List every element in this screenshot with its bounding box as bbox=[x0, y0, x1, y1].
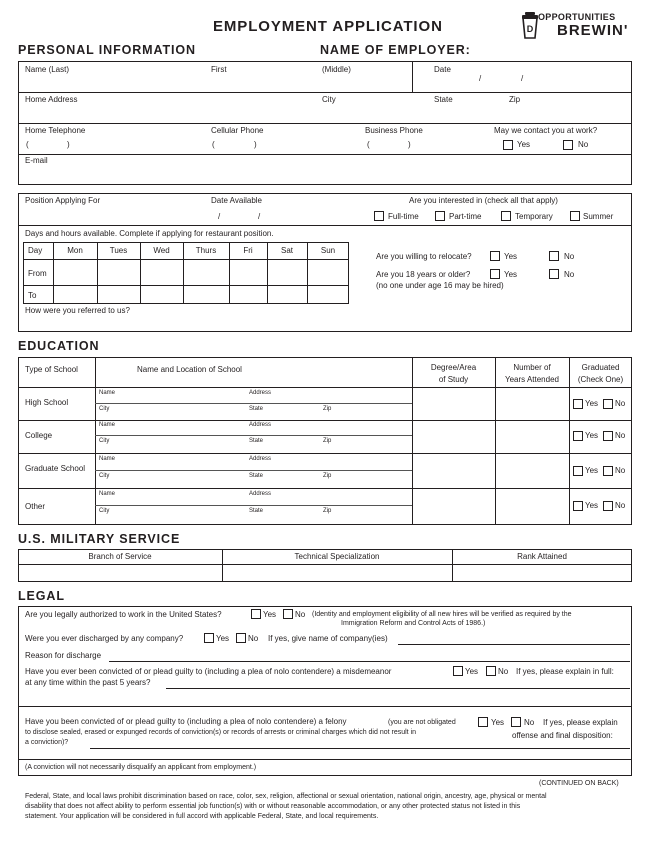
school-college: College bbox=[25, 431, 53, 440]
date-slash: / bbox=[521, 74, 524, 83]
divider bbox=[18, 488, 632, 489]
area-code-close: ) bbox=[408, 140, 411, 149]
sub-zip: Zip bbox=[323, 508, 332, 514]
date-slash: / bbox=[218, 212, 221, 221]
svg-text:D: D bbox=[526, 24, 534, 34]
sub-address: Address bbox=[249, 491, 272, 497]
part-time-checkbox[interactable] bbox=[435, 211, 445, 221]
relocate-yes-checkbox[interactable] bbox=[490, 251, 500, 261]
col-graduated: (Check One) bbox=[577, 375, 624, 384]
date-label: Date bbox=[434, 65, 451, 74]
sub-city: City bbox=[99, 473, 110, 479]
sub-city: City bbox=[99, 438, 110, 444]
no-label: No bbox=[615, 431, 626, 440]
divider bbox=[18, 759, 632, 760]
state-label: State bbox=[434, 95, 453, 104]
q1-no-checkbox[interactable] bbox=[283, 609, 293, 619]
employer-heading: NAME OF EMPLOYER: bbox=[320, 43, 471, 57]
yes-label: Yes bbox=[585, 466, 599, 475]
yes-label: Yes bbox=[504, 252, 518, 261]
sub-state: State bbox=[249, 473, 264, 479]
no-label: No bbox=[295, 610, 306, 619]
coffee-cup-icon bbox=[520, 10, 540, 40]
divider bbox=[18, 387, 632, 388]
grid-row-to: To bbox=[28, 291, 37, 300]
summer-label: Summer bbox=[583, 212, 614, 221]
grid-header-mon: Mon bbox=[67, 246, 83, 255]
area-code-open: ( bbox=[212, 140, 215, 149]
summer-checkbox[interactable] bbox=[570, 211, 580, 221]
yes-label: Yes bbox=[517, 140, 531, 149]
divider bbox=[18, 92, 632, 93]
grid-header-sun: Sun bbox=[320, 246, 336, 255]
yes-label: Yes bbox=[216, 634, 230, 643]
grad-no-checkbox[interactable] bbox=[603, 466, 613, 476]
full-time-label: Full-time bbox=[388, 212, 419, 221]
personal-info-heading: PERSONAL INFORMATION bbox=[18, 43, 196, 57]
divider bbox=[95, 470, 412, 471]
divider bbox=[18, 154, 632, 155]
logo-line-2: BREWIN' bbox=[557, 22, 629, 39]
col-degree: of Study bbox=[438, 375, 469, 384]
grad-yes-checkbox[interactable] bbox=[573, 501, 583, 511]
area-code-close: ) bbox=[67, 140, 70, 149]
continued-note: (CONTINUED ON BACK) bbox=[539, 780, 619, 787]
grad-yes-checkbox[interactable] bbox=[573, 466, 583, 476]
business-phone-label: Business Phone bbox=[365, 126, 423, 135]
grid-header-thurs: Thurs bbox=[195, 246, 217, 255]
q2-yes-checkbox[interactable] bbox=[204, 633, 214, 643]
grid-header-fri: Fri bbox=[243, 246, 253, 255]
home-address-label: Home Address bbox=[25, 95, 78, 104]
explain-line[interactable] bbox=[166, 688, 630, 689]
q1-note: Immigration Reform and Control Acts of 1986.) bbox=[341, 620, 486, 627]
col-graduated: Graduated bbox=[581, 363, 620, 372]
divider bbox=[95, 357, 96, 525]
yes-label: Yes bbox=[465, 667, 479, 676]
education-heading: EDUCATION bbox=[18, 339, 100, 353]
no-label: No bbox=[564, 252, 575, 261]
q4-follow: offense and final disposition: bbox=[512, 731, 613, 740]
interested-label: Are you interested in (check all that apply) bbox=[409, 196, 558, 205]
q3-yes-checkbox[interactable] bbox=[453, 666, 463, 676]
divider bbox=[95, 435, 412, 436]
grid-row-from: From bbox=[28, 269, 47, 278]
age-note: (no one under age 16 may be hired) bbox=[376, 281, 504, 290]
age18-label: Are you 18 years or older? bbox=[376, 270, 471, 279]
col-years: Years Attended bbox=[505, 375, 559, 384]
grad-no-checkbox[interactable] bbox=[603, 501, 613, 511]
legal-heading: LEGAL bbox=[18, 589, 65, 603]
position-label: Position Applying For bbox=[25, 196, 101, 205]
q1-yes-checkbox[interactable] bbox=[251, 609, 261, 619]
legal-q3: at any time within the past 5 years? bbox=[25, 678, 151, 687]
grad-no-checkbox[interactable] bbox=[603, 431, 613, 441]
col-rank: Rank Attained bbox=[517, 552, 567, 561]
referred-label: How were you referred to us? bbox=[25, 306, 130, 315]
legal-q2: Were you ever discharged by any company? bbox=[25, 634, 184, 643]
sub-name: Name bbox=[99, 456, 116, 462]
sub-state: State bbox=[249, 508, 264, 514]
yes-label: Yes bbox=[585, 399, 599, 408]
col-branch: Branch of Service bbox=[88, 552, 152, 561]
conviction-note: (A conviction will not necessarily disqualify an applicant from employment.) bbox=[25, 764, 257, 771]
relocate-no-checkbox[interactable] bbox=[549, 251, 559, 261]
military-heading: U.S. MILITARY SERVICE bbox=[18, 532, 181, 546]
col-years: Number of bbox=[513, 363, 551, 372]
grad-yes-checkbox[interactable] bbox=[573, 399, 583, 409]
cell-phone-label: Cellular Phone bbox=[211, 126, 264, 135]
grid-header-tues: Tues bbox=[109, 246, 128, 255]
logo-line-1: OPPORTUNITIES bbox=[538, 12, 616, 22]
sub-name: Name bbox=[99, 491, 116, 497]
contact-at-work-label: May we contact you at work? bbox=[494, 126, 598, 135]
sub-state: State bbox=[249, 438, 264, 444]
zip-label: Zip bbox=[509, 95, 521, 104]
divider bbox=[18, 453, 632, 454]
first-name-label: First bbox=[211, 65, 227, 74]
q2-follow: If yes, give name of company(ies) bbox=[268, 634, 388, 643]
area-code-close: ) bbox=[254, 140, 257, 149]
city-label: City bbox=[322, 95, 336, 104]
form-title: EMPLOYMENT APPLICATION bbox=[213, 18, 443, 35]
divider bbox=[18, 225, 632, 226]
grad-yes-checkbox[interactable] bbox=[573, 431, 583, 441]
sub-name: Name bbox=[99, 422, 116, 428]
legal-q4: Have you been convicted of or plead guilty to (including a plea of nolo contendere) a felony bbox=[25, 717, 347, 726]
q1-note: (Identity and employment eligibility of all new hires will be verified as required by the bbox=[312, 611, 572, 618]
temporary-label: Temporary bbox=[515, 212, 553, 221]
middle-name-label: (Middle) bbox=[322, 65, 351, 74]
reason-line[interactable] bbox=[109, 661, 630, 662]
divider bbox=[412, 61, 413, 92]
no-label: No bbox=[498, 667, 509, 676]
area-code-open: ( bbox=[26, 140, 29, 149]
divider bbox=[95, 403, 412, 404]
legal-box bbox=[18, 606, 632, 776]
full-time-checkbox[interactable] bbox=[374, 211, 384, 221]
q4-follow: If yes, please explain bbox=[543, 718, 618, 727]
reason-label: Reason for discharge bbox=[25, 651, 102, 660]
q3-follow: If yes, please explain in full: bbox=[516, 667, 614, 676]
school-other: Other bbox=[25, 502, 46, 511]
sub-address: Address bbox=[249, 390, 272, 396]
q4-no-checkbox[interactable] bbox=[511, 717, 521, 727]
contact-no-checkbox[interactable] bbox=[563, 140, 573, 150]
no-label: No bbox=[615, 399, 626, 408]
no-label: No bbox=[615, 466, 626, 475]
divider bbox=[23, 259, 349, 260]
sub-name: Name bbox=[99, 390, 116, 396]
grid-header-day: Day bbox=[28, 246, 43, 255]
explain-line[interactable] bbox=[90, 748, 630, 749]
age18-yes-checkbox[interactable] bbox=[490, 269, 500, 279]
sub-city: City bbox=[99, 406, 110, 412]
school-high-school: High School bbox=[25, 398, 69, 407]
sub-zip: Zip bbox=[323, 473, 332, 479]
sub-address: Address bbox=[249, 422, 272, 428]
divider bbox=[23, 285, 349, 286]
yes-label: Yes bbox=[263, 610, 277, 619]
sub-city: City bbox=[99, 508, 110, 514]
yes-label: Yes bbox=[491, 718, 505, 727]
date-available-label: Date Available bbox=[211, 196, 262, 205]
legal-q1: Are you legally authorized to work in the United States? bbox=[25, 610, 222, 619]
grid-header-wed: Wed bbox=[153, 246, 170, 255]
divider bbox=[95, 505, 412, 506]
q4-yes-checkbox[interactable] bbox=[478, 717, 488, 727]
col-specialization: Technical Specialization bbox=[294, 552, 380, 561]
divider bbox=[18, 123, 632, 124]
divider bbox=[18, 564, 632, 565]
sub-zip: Zip bbox=[323, 406, 332, 412]
no-label: No bbox=[578, 140, 589, 149]
col-school-name: Name and Location of School bbox=[137, 365, 242, 374]
yes-label: Yes bbox=[585, 501, 599, 510]
contact-yes-checkbox[interactable] bbox=[503, 140, 513, 150]
part-time-label: Part-time bbox=[449, 212, 482, 221]
home-phone-label: Home Telephone bbox=[25, 126, 86, 135]
legal-q4-note: to disclose sealed, erased or expunged records of conviction(s) or records of arrests or criminal charges which did not result in bbox=[25, 729, 417, 736]
no-label: No bbox=[615, 501, 626, 510]
area-code-open: ( bbox=[367, 140, 370, 149]
date-slash: / bbox=[479, 74, 482, 83]
age18-no-checkbox[interactable] bbox=[549, 269, 559, 279]
email-label: E-mail bbox=[25, 156, 48, 165]
name-last-label: Name (Last) bbox=[25, 65, 70, 74]
legal-q4-note: (you are not obligated bbox=[388, 719, 456, 726]
opportunities-brewin-logo bbox=[520, 10, 632, 44]
sub-state: State bbox=[249, 406, 264, 412]
no-label: No bbox=[524, 718, 535, 727]
disclaimer-line: Federal, State, and local laws prohibit discrimination based on race, color, sex, religion, affectional or sexual orientation, national origin, ancestry, age, physical or mental bbox=[25, 793, 547, 800]
divider bbox=[18, 706, 632, 707]
sub-address: Address bbox=[249, 456, 272, 462]
col-type-of-school: Type of School bbox=[25, 365, 78, 374]
company-name-line[interactable] bbox=[398, 644, 630, 645]
disclaimer-line: statement. Your application will be considered in full accord with applicable Federal, State, and local requirements. bbox=[25, 813, 379, 820]
grad-no-checkbox[interactable] bbox=[603, 399, 613, 409]
sub-zip: Zip bbox=[323, 438, 332, 444]
grid-header-sat: Sat bbox=[280, 246, 293, 255]
col-degree: Degree/Area bbox=[430, 363, 477, 372]
no-label: No bbox=[564, 270, 575, 279]
legal-q4-note: a conviction)? bbox=[25, 739, 69, 746]
legal-q3: Have you ever been convicted of or plead guilty to (including a plea of nolo contendere) a misdemeanor bbox=[25, 667, 392, 676]
no-label: No bbox=[248, 634, 259, 643]
divider bbox=[18, 420, 632, 421]
days-hours-label: Days and hours available. Complete if applying for restaurant position. bbox=[25, 229, 274, 238]
relocate-label: Are you willing to relocate? bbox=[376, 252, 472, 261]
yes-label: Yes bbox=[504, 270, 518, 279]
q3-no-checkbox[interactable] bbox=[486, 666, 496, 676]
disclaimer-line: disability that does not affect ability to perform essential job function(s) with or without reasonable accommodation, or any other protected status not listed in this bbox=[25, 803, 521, 810]
school-graduate: Graduate School bbox=[25, 464, 86, 473]
q2-no-checkbox[interactable] bbox=[236, 633, 246, 643]
yes-label: Yes bbox=[585, 431, 599, 440]
date-slash: / bbox=[258, 212, 261, 221]
temporary-checkbox[interactable] bbox=[501, 211, 511, 221]
